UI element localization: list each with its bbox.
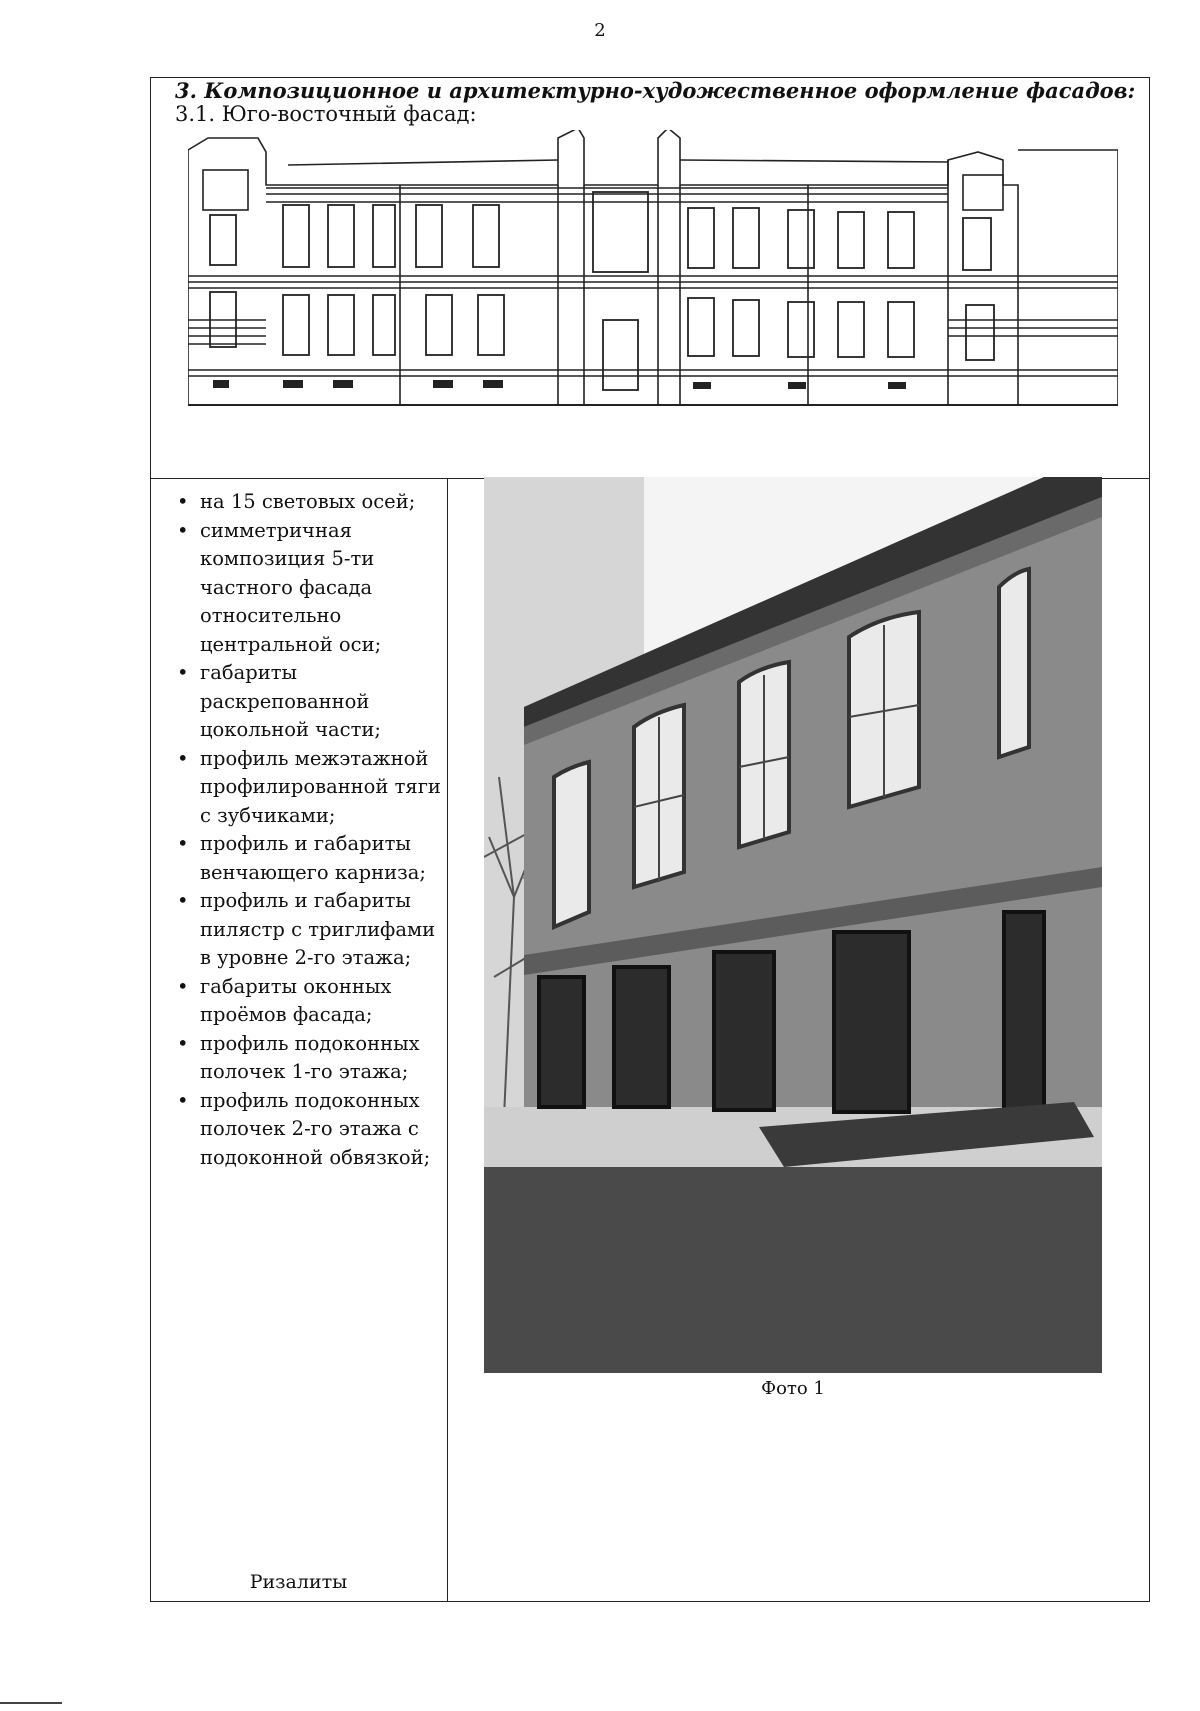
facade-elevation-drawing xyxy=(188,130,1118,440)
scan-artifact xyxy=(0,1702,62,1704)
list-item: • симметричная композиция 5-ти частного фасада относительно центральной оси; xyxy=(175,517,445,660)
list-item: • габариты оконных проёмов фасада; xyxy=(175,973,445,1030)
list-item: • профиль и габариты венчающего карниза; xyxy=(175,830,445,887)
list-item: • профиль подоконных полочек 1-го этажа; xyxy=(175,1030,445,1087)
feature-list xyxy=(175,488,445,1172)
section-heading: 3. Композиционное и архитектурно-художественное оформление фасадов: xyxy=(175,78,1136,103)
list-item: • профиль и габариты пилястр с триглифами в уровне 2-го этажа; xyxy=(175,887,445,973)
risalit-label: Ризалиты xyxy=(249,1571,348,1593)
list-item: • профиль подоконных полочек 2-го этажа с подоконной обвязкой; xyxy=(175,1087,445,1173)
photo-caption: Фото 1 xyxy=(761,1378,825,1399)
list-item: • профиль межэтажной профилированной тяги с зубчиками; xyxy=(175,745,445,831)
table-column-divider xyxy=(447,478,448,1602)
page-number: 2 xyxy=(594,20,606,41)
section-subheading: 3.1. Юго-восточный фасад: xyxy=(175,102,477,126)
building-photo xyxy=(484,477,1102,1373)
list-item: • габариты раскрепованной цокольной части; xyxy=(175,659,445,745)
list-item: • на 15 световых осей; xyxy=(175,488,445,517)
